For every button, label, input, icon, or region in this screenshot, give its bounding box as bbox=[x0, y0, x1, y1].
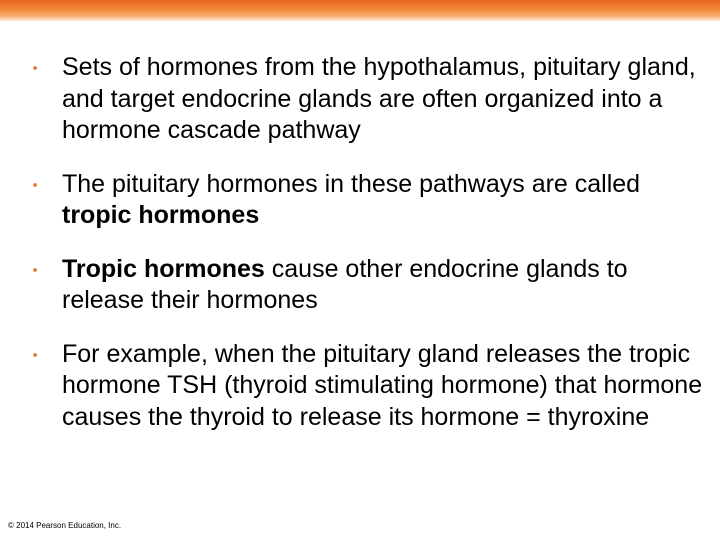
bullet-list bbox=[28, 52, 708, 455]
square-bullet-icon: ▪ bbox=[32, 176, 38, 192]
square-bullet-icon: ▪ bbox=[32, 60, 38, 75]
bullet-item bbox=[28, 254, 708, 317]
bullet-text: For example, when the pituitary gland releases the tropic hormone TSH (thyroid stimulating hormone) that hormone causes the thyroid to release its hormone = thyroxine bbox=[62, 339, 703, 431]
square-bullet-icon: ▪ bbox=[32, 261, 38, 277]
square-bullet-icon: ▪ bbox=[32, 346, 38, 362]
bullet-text: Sets of hormones from the hypothalamus, pituitary gland, and target endocrine glands are often organized into a hormone cascade pathway bbox=[62, 53, 696, 144]
bullet-item bbox=[28, 339, 708, 434]
bold-term: tropic hormones bbox=[62, 201, 260, 229]
bullet-text: cause other endocrine glands to release their hormones bbox=[62, 254, 628, 314]
bullet-item bbox=[28, 52, 708, 147]
copyright-footer: © 2014 Pearson Education, Inc. bbox=[8, 521, 122, 530]
bold-term: Tropic hormones bbox=[62, 254, 265, 283]
header-gradient-bar bbox=[0, 0, 720, 22]
bullet-item bbox=[28, 169, 708, 232]
bullet-text: The pituitary hormones in these pathways are called bbox=[62, 169, 641, 198]
